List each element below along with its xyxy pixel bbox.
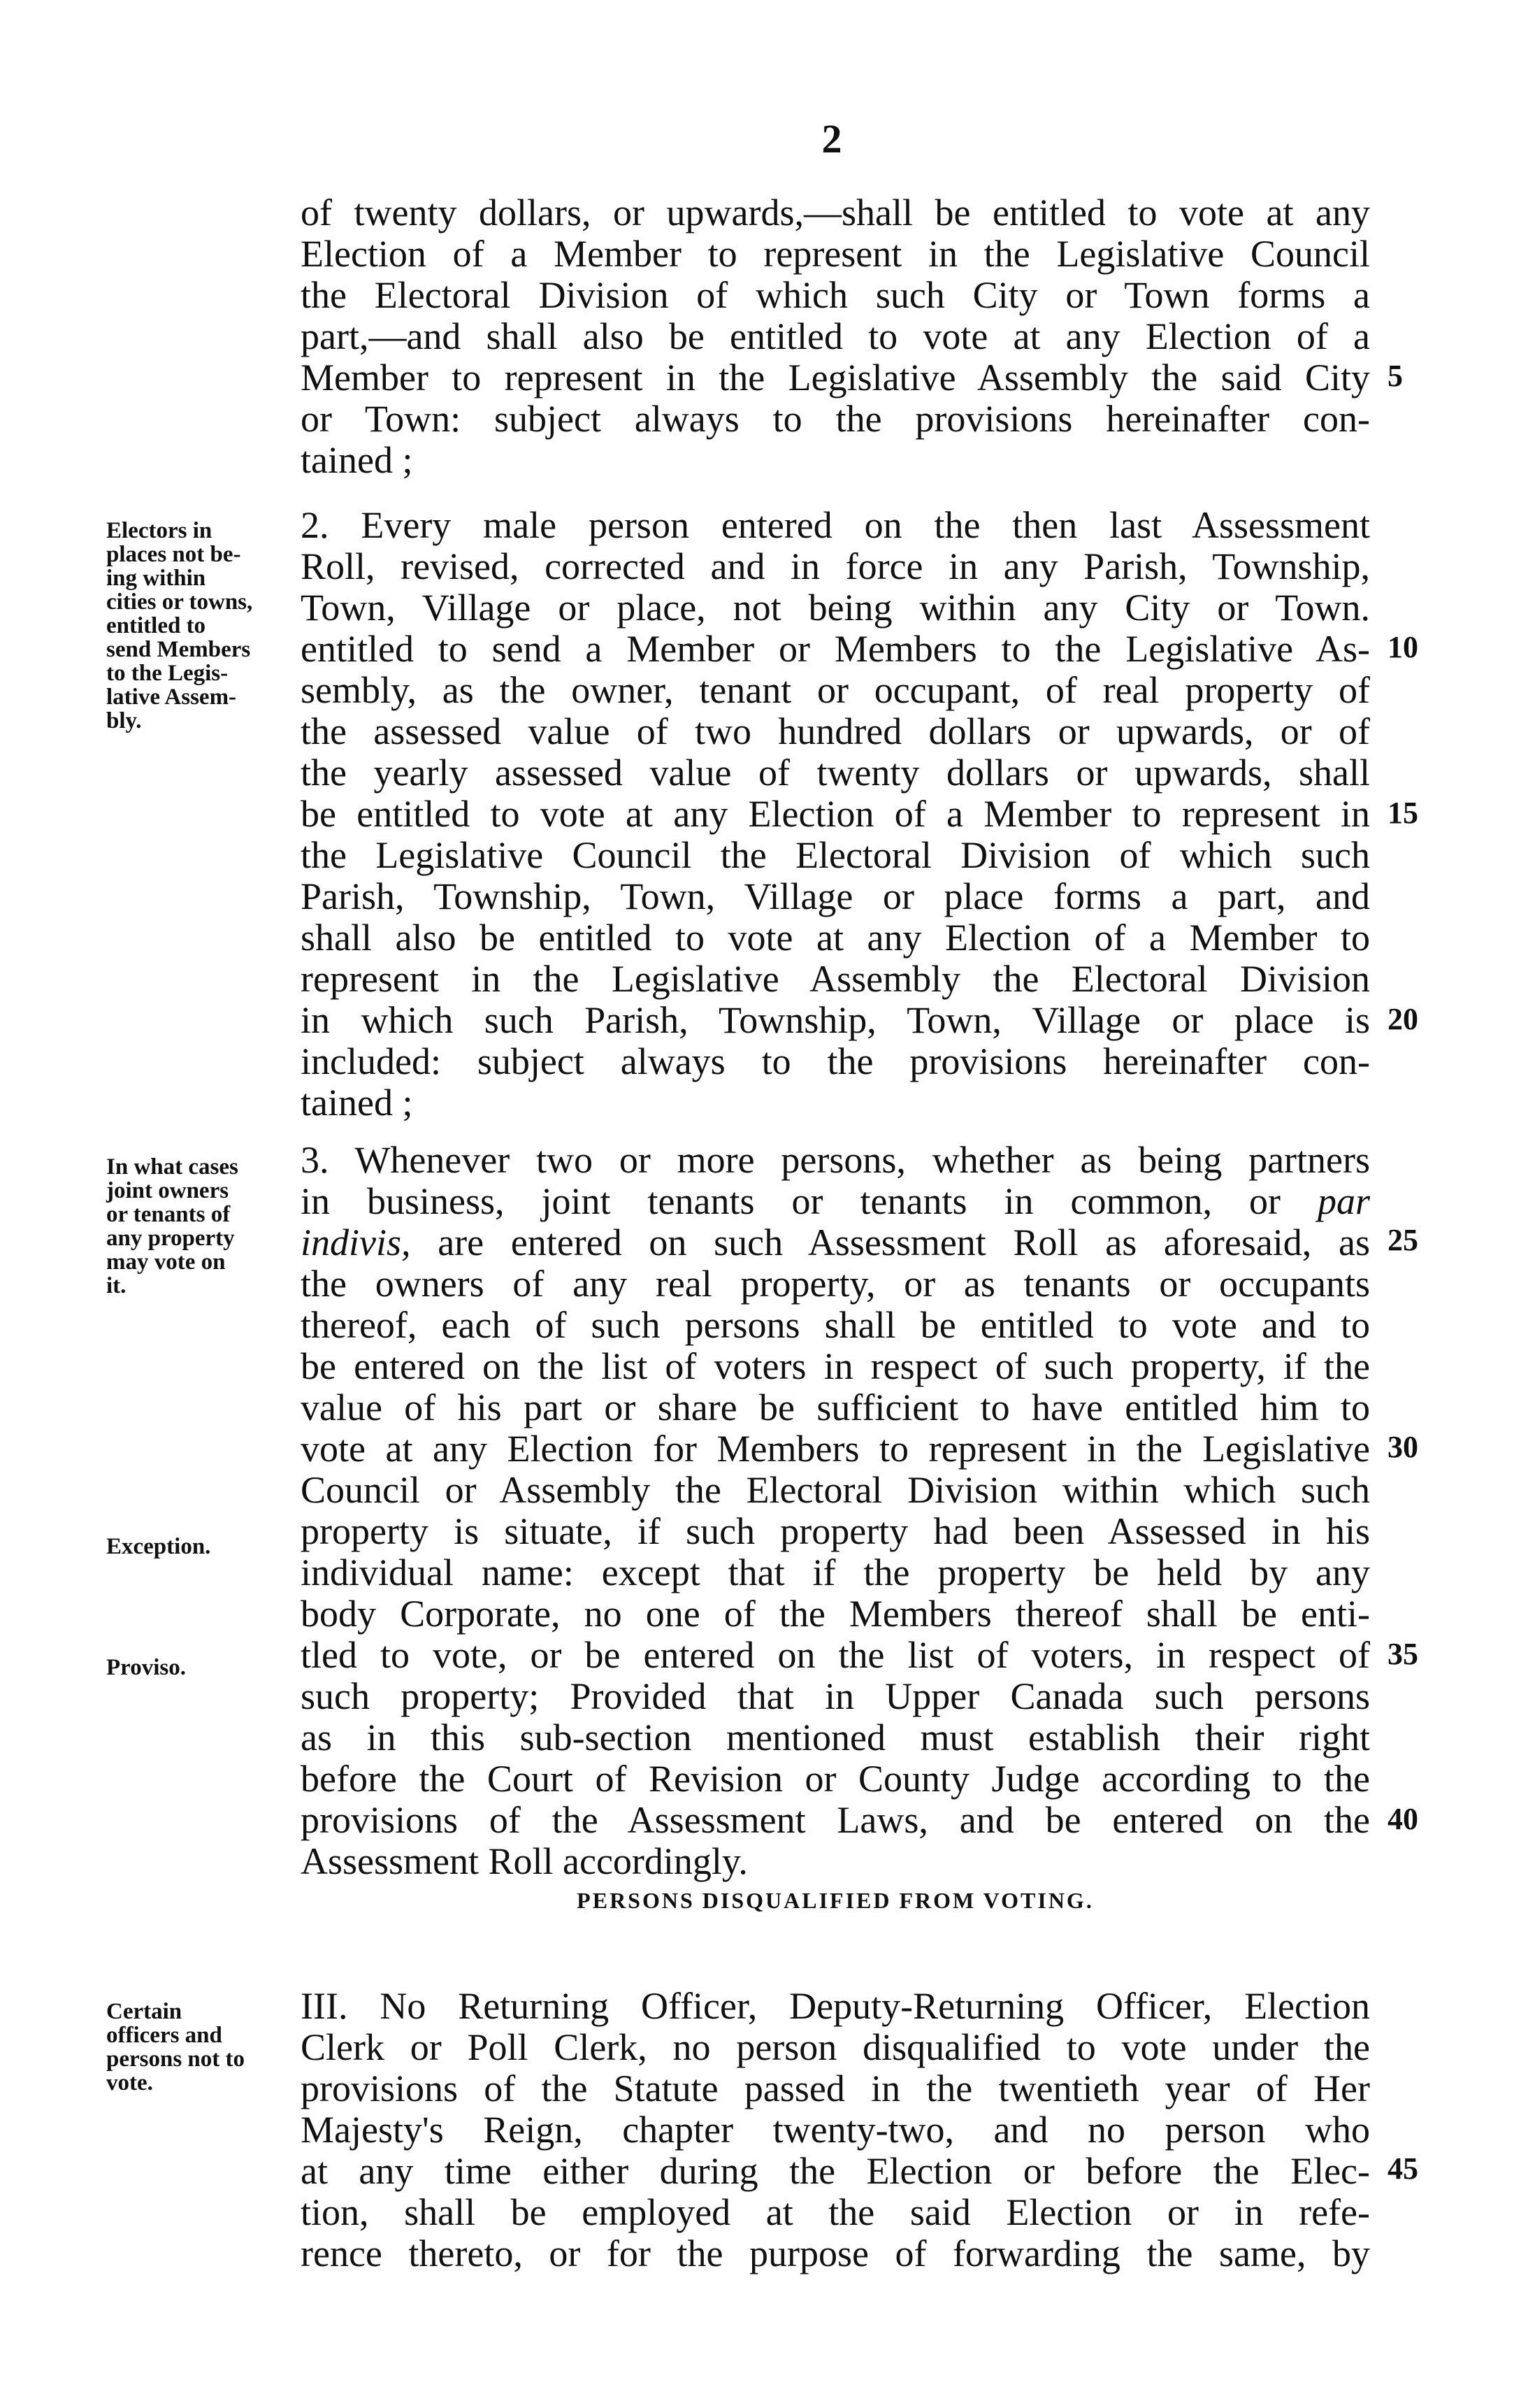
margin-line: officers and (106, 2023, 222, 2048)
text-line: entitled to send a Member or Members to the Legislative As- (301, 628, 1370, 670)
margin-note-exception (106, 1535, 295, 1558)
margin-line: or tenants of (106, 1202, 231, 1227)
text-line: Assessment Roll accordingly. (301, 1840, 748, 1882)
text-line: III. No Returning Officer, Deputy-Returning Officer, Election (301, 1985, 1370, 2027)
margin-note-joint-owners (106, 1155, 295, 1298)
margin-line: bly. (106, 708, 142, 733)
text-line: of twenty dollars, or upwards,—shall be entitled to vote at any (301, 192, 1370, 234)
text-line: in which such Parish, Township, Town, Village or place is (301, 999, 1370, 1041)
text-line: Clerk or Poll Clerk, no person disqualified to vote under the (301, 2026, 1370, 2068)
text-line: as in this sub-section mentioned must establish their right (301, 1717, 1370, 1758)
italic-term: indivis, (301, 1221, 411, 1263)
text-line: be entitled to vote at any Election of a Member to represent in (301, 793, 1370, 835)
text-fragment: in business, joint tenants or tenants in common, or (301, 1180, 1281, 1222)
text-line: or Town: subject always to the provisions hereinafter con- (301, 398, 1370, 440)
text-line: Roll, revised, corrected and in force in any Parish, Township, (301, 545, 1370, 587)
paragraph-section-III (301, 1986, 1370, 2274)
text-fragment: are entered on such Assessment Roll as aforesaid, as (438, 1221, 1370, 1263)
margin-line: to the Legis- (106, 661, 229, 686)
text-line (301, 1222, 1370, 1263)
section-heading: PERSONS DISQUALIFIED FROM VOTING. (577, 1888, 1094, 1913)
text-line: the Electoral Division of which such City or Town forms a (301, 274, 1370, 316)
text-line: Council or Assembly the Electoral Division within which such (301, 1469, 1370, 1511)
margin-note-electors (106, 519, 295, 733)
line-number: 30 (1387, 1430, 1418, 1464)
text-line: Majesty's Reign, chapter twenty-two, and no person who (301, 2109, 1370, 2151)
text-line: tained ; (301, 1082, 413, 1124)
text-line: included: subject always to the provisions hereinafter con- (301, 1040, 1370, 1082)
line-number: 5 (1387, 359, 1403, 393)
margin-line: places not be- (106, 542, 241, 567)
text-line: value of his part or share be sufficient to have entitled him to (301, 1386, 1370, 1428)
margin-line: cities or towns, (106, 589, 253, 615)
line-number: 45 (1387, 2151, 1418, 2186)
line-number: 20 (1387, 1002, 1418, 1036)
text-line: be entered on the list of voters in respect of such property, if the (301, 1345, 1370, 1387)
text-line: tled to vote, or be entered on the list of voters, in respect of (301, 1634, 1370, 1676)
text-line: provisions of the Statute passed in the twentieth year of Her (301, 2067, 1370, 2109)
margin-line: Electors in (106, 518, 212, 543)
text-line: represent in the Legislative Assembly the Electoral Division (301, 958, 1370, 1000)
line-number: 15 (1387, 796, 1418, 830)
text-line: before the Court of Revision or County Judge according to the (301, 1758, 1370, 1800)
margin-line: ing within (106, 566, 206, 591)
text-line: shall also be entitled to vote at any Election of a Member to (301, 917, 1370, 959)
margin-line: In what cases (106, 1154, 238, 1180)
text-line: the yearly assessed value of twenty dollars or upwards, shall (301, 752, 1370, 794)
margin-line: Proviso. (106, 1655, 186, 1680)
page-number: 2 (821, 116, 842, 162)
text-line: part,—and shall also be entitled to vote at any Election of a (301, 315, 1370, 357)
text-line: property is situate, if such property had been Assessed in his (301, 1510, 1370, 1552)
text-line: at any time either during the Election or before the Elec- (301, 2150, 1370, 2192)
margin-line: any property (106, 1226, 235, 1251)
text-line: such property; Provided that in Upper Canada such persons (301, 1675, 1370, 1717)
text-line: thereof, each of such persons shall be entitled to vote and to (301, 1304, 1370, 1346)
margin-line: it. (106, 1273, 127, 1298)
margin-line: vote. (106, 2070, 153, 2095)
margin-note-certain-officers (106, 2000, 295, 2095)
line-number: 40 (1387, 1802, 1418, 1836)
text-line: body Corporate, no one of the Members thereof shall be enti- (301, 1593, 1370, 1635)
text-line: the owners of any real property, or as tenants or occupants (301, 1263, 1370, 1305)
text-line: Election of a Member to represent in the Legislative Council (301, 233, 1370, 275)
margin-line: Exception. (106, 1534, 211, 1559)
text-line: 2. Every male person entered on the then last Assessment (301, 504, 1370, 546)
margin-line: joint owners (106, 1178, 229, 1203)
text-line: tion, shall be employed at the said Election or in refe- (301, 2191, 1370, 2233)
text-line: Member to represent in the Legislative Assembly the said City (301, 357, 1370, 399)
text-line: the Legislative Council the Electoral Division of which such (301, 834, 1370, 876)
text-line: provisions of the Assessment Laws, and be entered on the (301, 1799, 1370, 1841)
text-line: vote at any Election for Members to represent in the Legislative (301, 1428, 1370, 1470)
paragraph-continuation (301, 192, 1370, 481)
text-line: Parish, Township, Town, Village or place forms a part, and (301, 875, 1370, 917)
paragraph-clause-2 (301, 505, 1370, 1124)
line-number: 25 (1387, 1223, 1418, 1257)
text-line: sembly, as the owner, tenant or occupant, of real property of (301, 669, 1370, 711)
line-number: 10 (1387, 630, 1418, 664)
paragraph-clause-3 (301, 1140, 1370, 1882)
italic-term: par (1317, 1180, 1370, 1222)
margin-note-proviso (106, 1656, 295, 1679)
text-line: Town, Village or place, not being within any City or Town. (301, 587, 1370, 629)
margin-line: lative Assem- (106, 685, 237, 710)
margin-line: entitled to (106, 613, 206, 638)
margin-line: send Members (106, 637, 251, 662)
line-number: 35 (1387, 1637, 1418, 1671)
margin-line: persons not to (106, 2047, 245, 2072)
margin-line: Certain (106, 1999, 182, 2024)
text-line: rence thereto, or for the purpose of forwarding the same, by (301, 2233, 1370, 2274)
text-line: the assessed value of two hundred dollars or upwards, or of (301, 710, 1370, 752)
text-line: tained ; (301, 439, 413, 481)
text-line: 3. Whenever two or more persons, whether as being partners (301, 1139, 1370, 1181)
text-line: individual name: except that if the property be held by any (301, 1551, 1370, 1593)
margin-line: may vote on (106, 1249, 226, 1275)
text-line (301, 1181, 1370, 1222)
